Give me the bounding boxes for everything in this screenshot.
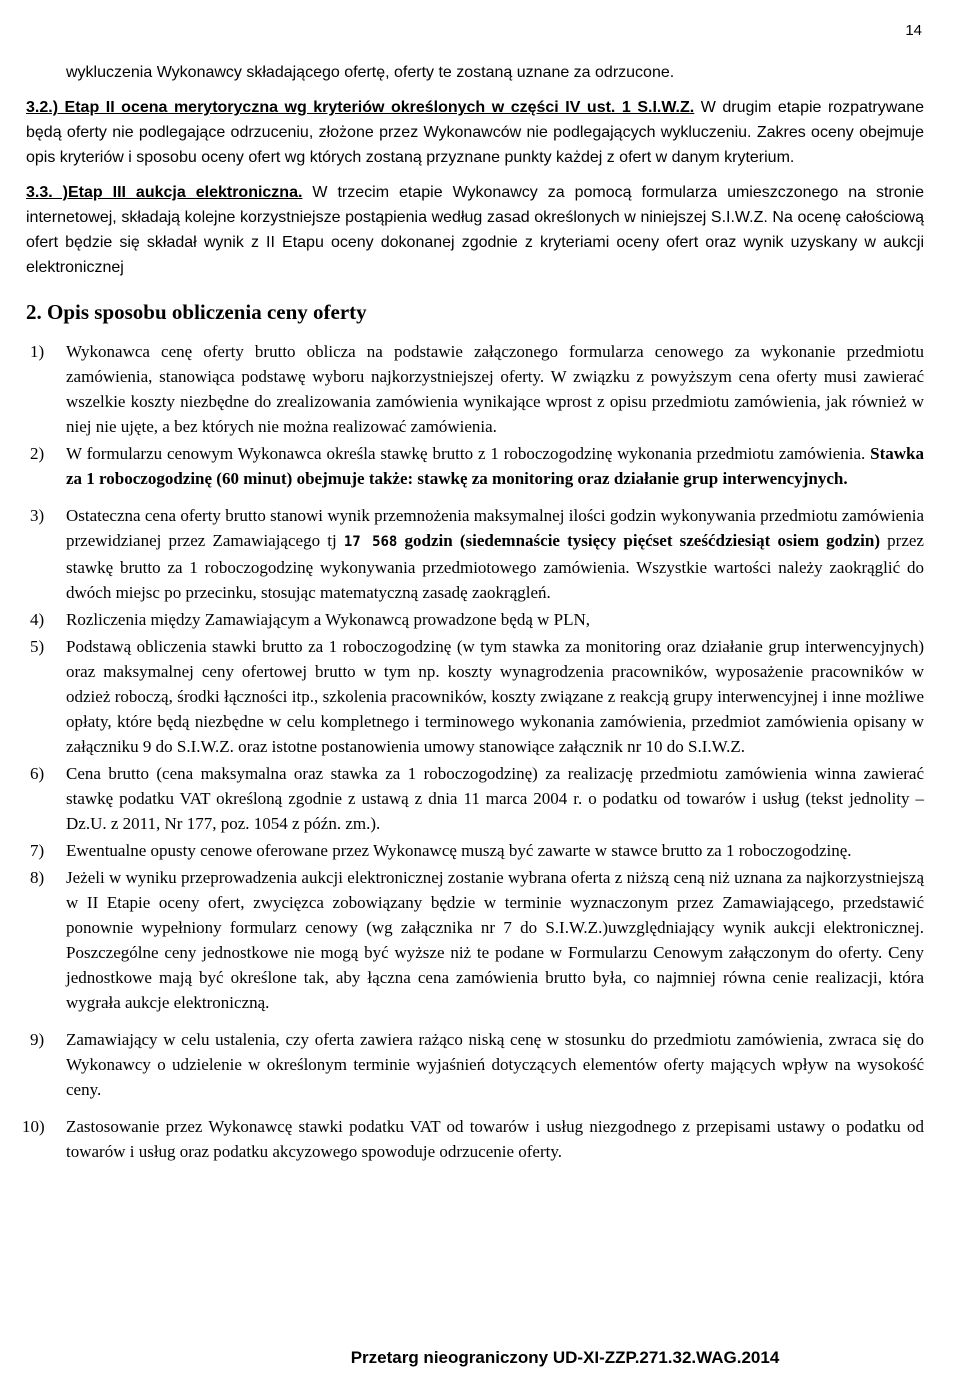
list-item-bold-text: Stawka za 1 roboczogodzinę (60 minut) obejmuje także: stawkę za monitoring oraz działanie grup interwencyjnych.	[66, 444, 924, 488]
list-item	[30, 1027, 924, 1102]
section-heading: 2. Opis sposobu obliczenia ceny oferty	[26, 300, 367, 324]
list-item	[30, 865, 924, 1015]
page-number: 14	[905, 22, 922, 39]
list-item-number: 8)	[30, 868, 45, 887]
hours-number: 17 568	[343, 534, 398, 550]
list-item-text: Wykonawca cenę oferty brutto oblicza na podstawie załączonego formularza cenowego za wykonanie przedmiotu zamówienia, stanowiąca podstawę wyboru najkorzystniejszej oferty. W związku z powyższym cena oferty musi zawierać wszelkie koszty niezbędne do zrealizowania zamówienia wynikające wprost z opisu przedmiotu zamówienia, jak również w niej nie ujęte, a bez których nie można realizować zamówienia.	[66, 342, 924, 436]
list-item	[30, 503, 924, 605]
list-item-bold-text: godzin (siedemnaście tysięcy pięćset sześćdziesiąt osiem godzin)	[397, 531, 881, 550]
list-item-number: 10)	[22, 1117, 45, 1136]
stage-3-heading: 3.3. )Etap III aukcja elektroniczna.	[26, 184, 303, 201]
list-item	[30, 441, 924, 491]
list-item-number: 6)	[30, 764, 45, 783]
list-item	[30, 634, 924, 759]
stage-2-heading: 3.2.) Etap II ocena merytoryczna wg kryteriów określonych w części IV ust. 1 S.I.W.Z.	[26, 99, 695, 116]
list-item-text: Ewentualne opusty cenowe oferowane przez Wykonawcę muszą być zawarte w stawce brutto za 1 roboczogodzinę.	[66, 841, 852, 860]
footer	[0, 1348, 960, 1368]
intro-paragraph-1: wykluczenia Wykonawcy składającego ofertę, oferty te zostaną uznane za odrzucone.	[66, 64, 675, 81]
list-item-number: 1)	[30, 342, 45, 361]
intro-paragraph-3	[26, 180, 924, 280]
list-item-number: 5)	[30, 637, 45, 656]
list-item	[30, 838, 924, 863]
list-item-number: 4)	[30, 610, 45, 629]
list-item-text: Cena brutto (cena maksymalna oraz stawka za 1 roboczogodzinę) za realizację przedmiotu zamówienia winna zawierać stawkę podatku VAT określoną zgodnie z ustawą z dnia 11 marca 2004 r. o podatku od towarów i usług (tekst jednolity – Dz.U. z 2011, Nr 177, poz. 1054 z późn. zm.).	[66, 764, 924, 833]
list-item	[30, 607, 924, 632]
document-body	[22, 60, 925, 1164]
footer-text: Przetarg nieograniczony UD-XI-ZZP.271.32.WAG.2014	[350, 1348, 780, 1367]
list-item	[30, 339, 924, 439]
intro-paragraph-2	[26, 95, 924, 170]
list-item-number: 3)	[30, 506, 45, 525]
list-item-text: Ostateczna cena oferty brutto stanowi wynik przemnożenia maksymalnej ilości godzin wykonywania przedmiotu zamówienia przewidzianej przez Zamawiającego tj	[66, 506, 924, 550]
list-item	[30, 761, 924, 836]
list-item-text: Zamawiający w celu ustalenia, czy oferta zawiera rażąco niską cenę w stosunku do przedmiotu zamówienia, zwraca się do Wykonawcy o udzielenie w określonym terminie wyjaśnień dotyczących elementów oferty mających wpływ na wysokość ceny.	[66, 1030, 924, 1099]
list-item	[22, 1114, 924, 1164]
list-item-text: W formularzu cenowym Wykonawca określa stawkę brutto z 1 roboczogodzinę wykonania przedmiotu zamówienia.	[66, 444, 871, 463]
stage-2-text: W drugim etapie rozpatrywane będą oferty nie podlegające odrzuceniu, złożone przez Wykonawców nie podlegających wykluczeniu. Zakres oceny obejmuje opis kryteriów i sposobu oceny ofert wg których zostaną przyznane punkty każdej z ofert w danym kryterium.	[26, 99, 925, 166]
list-item-text: Podstawą obliczenia stawki brutto za 1 roboczogodzinę (w tym stawka za monitoring oraz działanie grup interwencyjnych) oraz maksymalnej ceny ofertowej brutto w tym np. koszty wynagrodzenia pracowników, wyposażenie pracowników w odzież roboczą, środki łączności itp., szkolenia pracowników, koszty związane z reakcją grupy interwencyjnej i inne możliwe opłaty, które będą niezbędne w celu kompletnego i terminowego wykonania zamówienia, przedmiot zamówienia opisany w załączniku 9 do S.I.W.Z. oraz istotne postanowienia umowy stanowiące załącznik nr 10 do S.I.W.Z.	[66, 637, 924, 756]
stage-3-text: W trzecim etapie Wykonawcy za pomocą formularza umieszczonego na stronie internetowej, składają kolejne korzystniejsze postąpienia według zasad określonych w niniejszej S.I.W.Z. Na ocenę całościową ofert będzie się składał wynik z II Etapu oceny dokonanej zgodnie z kryteriami oceny ofert oraz wynik uzyskany w aukcji elektronicznej	[26, 184, 924, 276]
list-item-number: 7)	[30, 841, 45, 860]
list-item-text: Jeżeli w wyniku przeprowadzenia aukcji elektronicznej zostanie wybrana oferta z niższą ceną niż uznana za najkorzystniejszą w II Etapie oceny ofert, zwycięzca zobowiązany będzie w terminie wyznaczonym przez Zamawiającego, przedstawić ponownie wypełniony formularz cenowy (wg załącznika nr 7 do S.I.W.Z.)uwzględniający wynik aukcji elektronicznej. Poszczególne ceny jednostkowe nie mogą być wyższe niż te podane w Formularzu Cenowym załączonym do oferty. Ceny jednostkowe mają być określone tak, aby łączna cena zamówienia brutto była, co najmniej równa cenie realizacji, która wygrała aukcje elektroniczną.	[66, 868, 924, 1012]
list-item-number: 9)	[30, 1030, 45, 1049]
list-item-text: Zastosowanie przez Wykonawcę stawki podatku VAT od towarów i usług niezgodnego z przepisami ustawy o podatku od towarów i usług oraz podatku akcyzowego spowoduje odrzucenie oferty.	[66, 1117, 924, 1161]
price-rules-list	[22, 339, 924, 1164]
list-item-text: Rozliczenia między Zamawiającym a Wykonawcą prowadzone będą w PLN,	[66, 610, 591, 629]
list-item-text-continued: przez stawkę brutto za 1 roboczogodzinę wykonywania przedmiotowego zamówienia. Wszystkie wartości należy zaokrąglić do dwóch miejsc po przecinku, stosując matematyczną zasadę zaokrągleń.	[66, 531, 924, 602]
list-item-number: 2)	[30, 444, 45, 463]
